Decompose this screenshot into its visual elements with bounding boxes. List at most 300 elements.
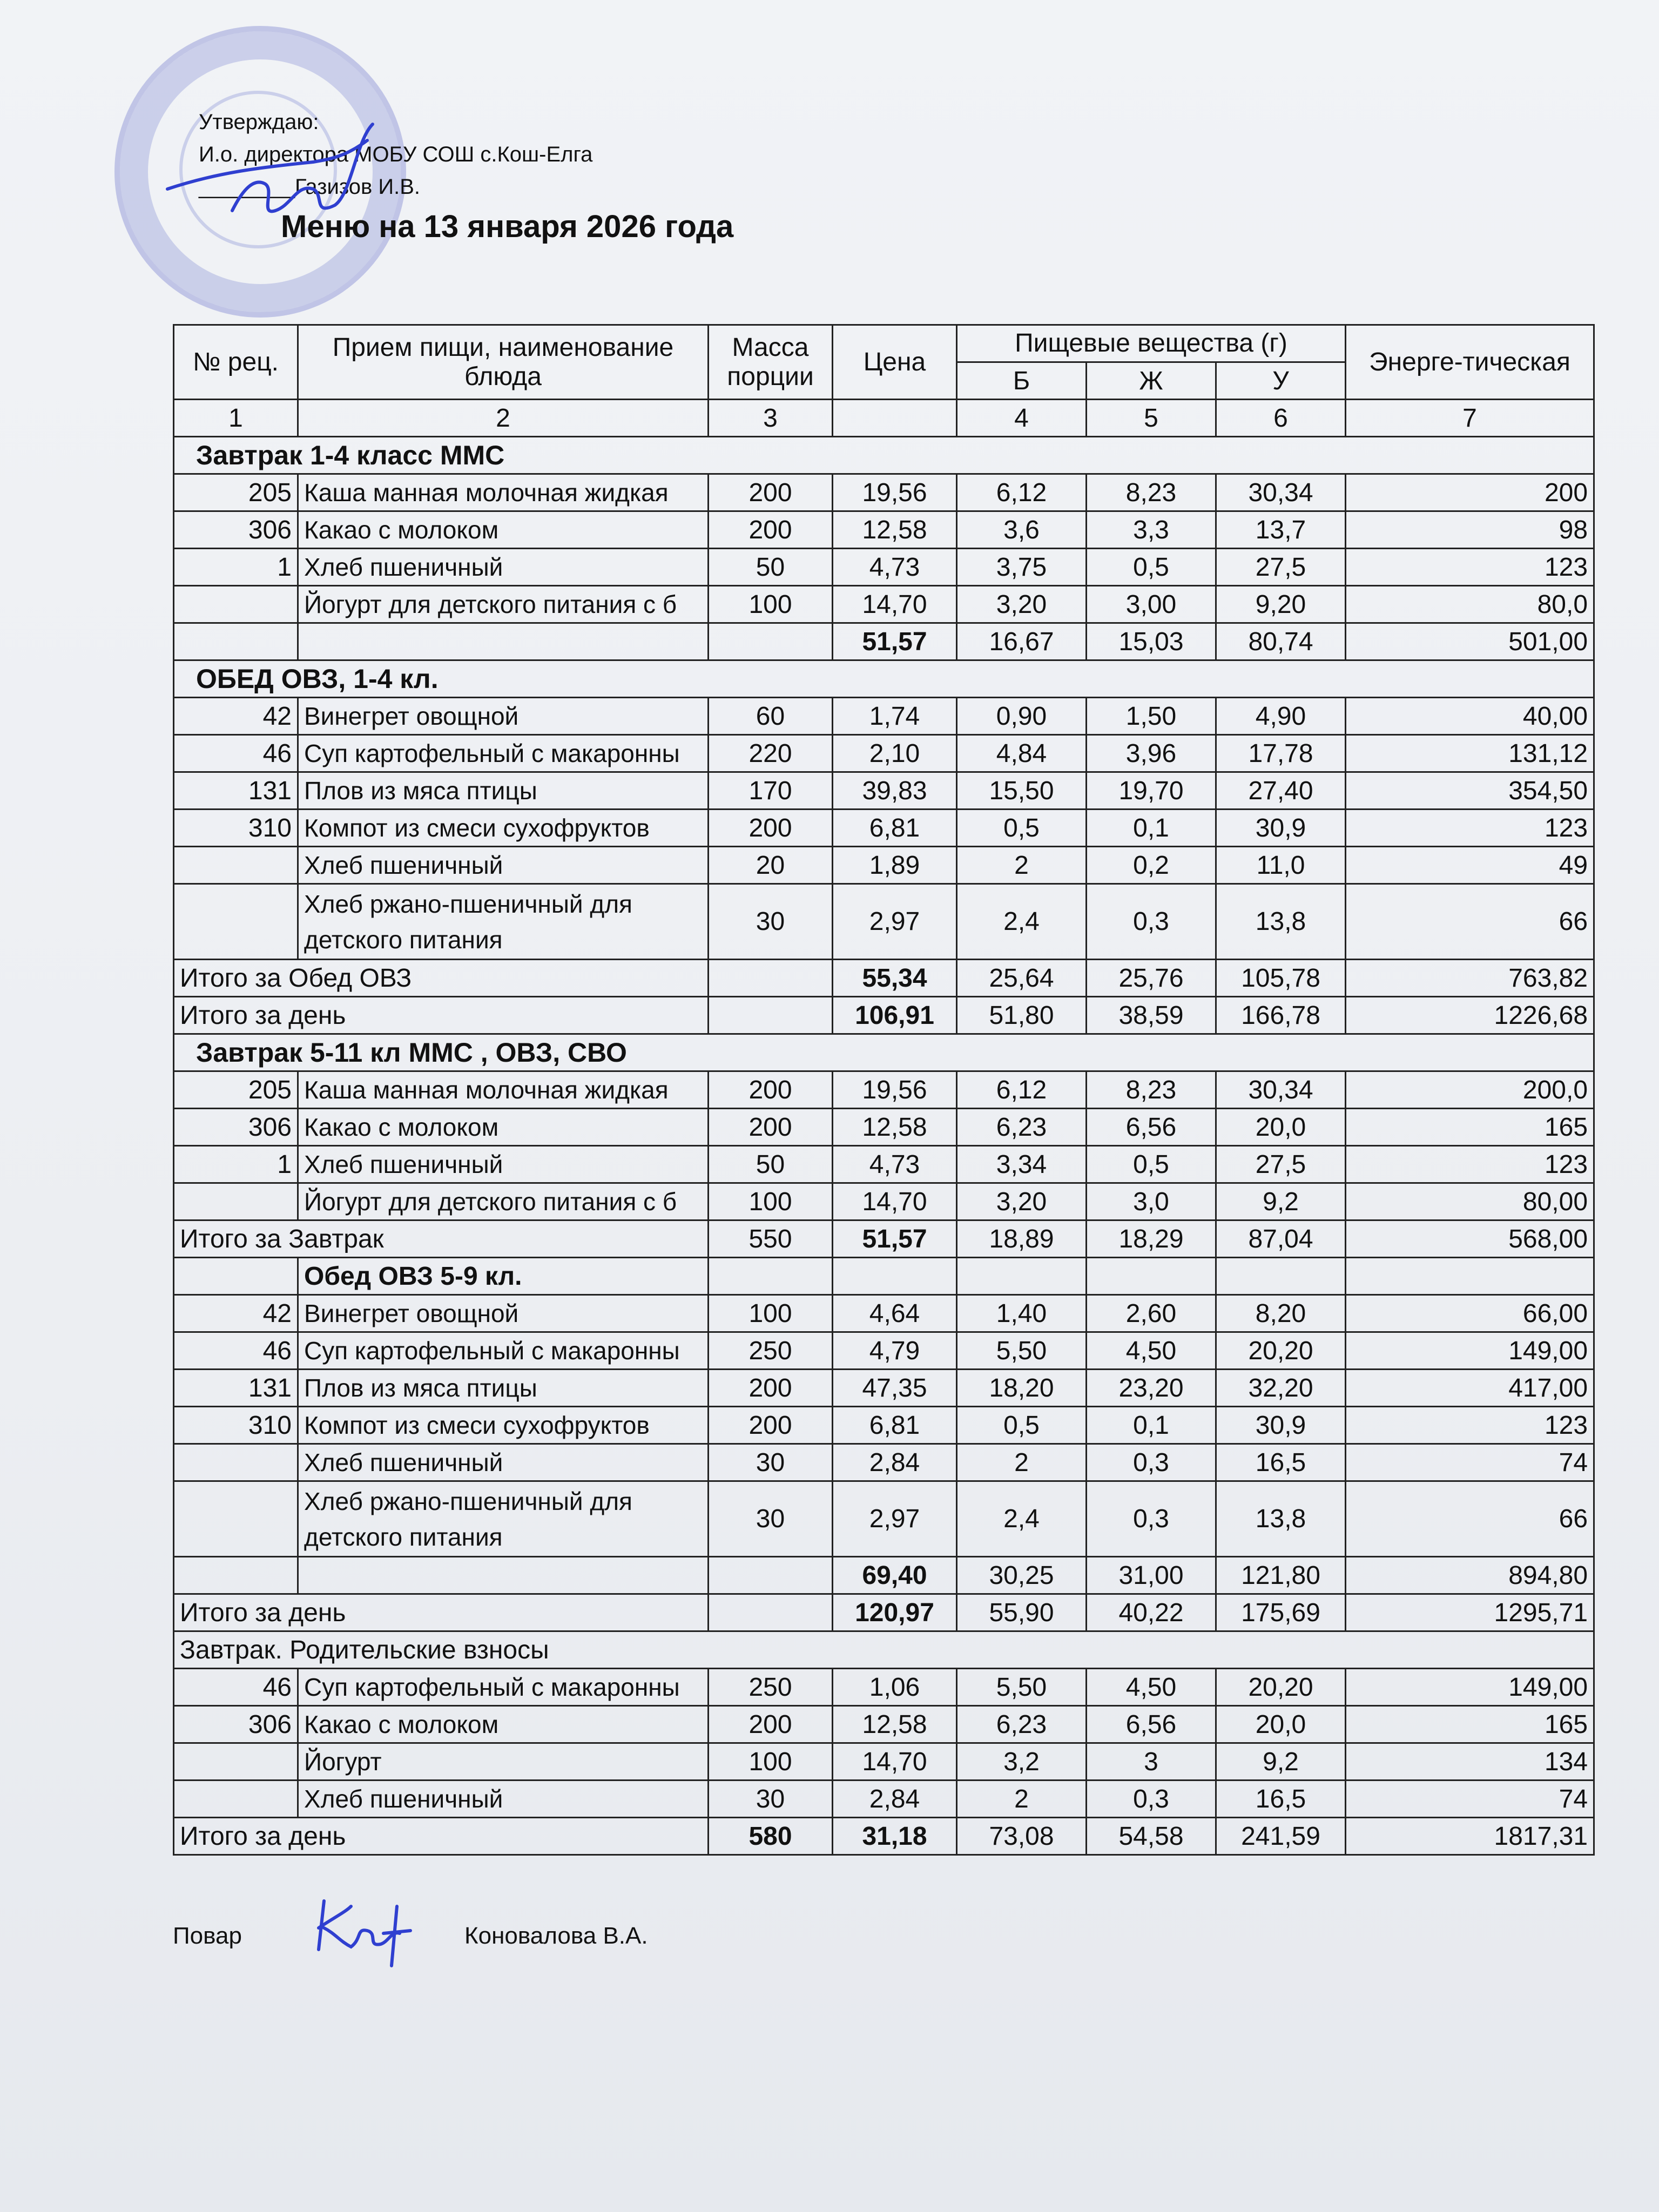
table-row: [174, 698, 1594, 735]
table-row: [174, 549, 1594, 586]
row-recipe-number: 131: [174, 772, 298, 810]
row-carbs: 87,04: [1216, 1220, 1346, 1258]
header-energy: Энерге-тическая: [1346, 325, 1594, 400]
row-price: 4,73: [833, 549, 957, 586]
row-fat: 2,60: [1087, 1295, 1216, 1332]
row-protein: 16,67: [957, 623, 1087, 660]
section-title: Завтрак. Родительские взносы: [174, 1631, 1594, 1669]
col-num-6: 6: [1216, 400, 1346, 437]
row-mass: 100: [709, 1183, 833, 1220]
row-fat: 3,3: [1087, 511, 1216, 549]
row-recipe-number: [174, 1743, 298, 1781]
row-protein: 3,20: [957, 586, 1087, 623]
col-num-3: 3: [709, 400, 833, 437]
col-num-4: 4: [957, 400, 1087, 437]
row-mass: 200: [709, 1706, 833, 1743]
row-energy: 49: [1346, 847, 1594, 884]
row-mass: 200: [709, 511, 833, 549]
row-protein: 0,5: [957, 810, 1087, 847]
row-price: 2,84: [833, 1444, 957, 1481]
row-carbs: 13,8: [1216, 1481, 1346, 1557]
row-protein: 73,08: [957, 1818, 1087, 1855]
row-price: 12,58: [833, 1706, 957, 1743]
row-dish-name: Винегрет овощной: [298, 1295, 709, 1332]
row-fat: 4,50: [1087, 1332, 1216, 1370]
row-carbs: 20,20: [1216, 1332, 1346, 1370]
row-recipe-number: 306: [174, 1706, 298, 1743]
row-energy: 354,50: [1346, 772, 1594, 810]
row-price: 31,18: [833, 1818, 957, 1855]
row-fat: 40,22: [1087, 1594, 1216, 1631]
row-recipe-number: 42: [174, 698, 298, 735]
row-carbs: 8,20: [1216, 1295, 1346, 1332]
table-row: [174, 1332, 1594, 1370]
section-title: Завтрак 5-11 кл ММС , ОВЗ, СВО: [174, 1034, 1594, 1071]
total-row: [174, 1220, 1594, 1258]
row-energy: 66,00: [1346, 1295, 1594, 1332]
row-recipe-number: [174, 847, 298, 884]
section-row: [174, 660, 1594, 698]
approval-line-2: И.о. директора МОБУ СОШ с.Кош-Елга: [199, 143, 593, 166]
row-fat: 0,2: [1087, 847, 1216, 884]
row-total-label: Итого за день: [174, 997, 709, 1034]
row-fat: 0,5: [1087, 1146, 1216, 1183]
row-dish-name: Хлеб пшеничный: [298, 1781, 709, 1818]
row-carbs: 30,34: [1216, 474, 1346, 511]
row-fat: 0,3: [1087, 1444, 1216, 1481]
table-row: [174, 1481, 1594, 1557]
row-fat: 6,56: [1087, 1109, 1216, 1146]
row-carbs: 17,78: [1216, 735, 1346, 772]
row-energy: 123: [1346, 549, 1594, 586]
row-fat: 54,58: [1087, 1818, 1216, 1855]
row-protein: 6,12: [957, 474, 1087, 511]
row-mass: 60: [709, 698, 833, 735]
row-protein: 6,23: [957, 1109, 1087, 1146]
row-energy: 1226,68: [1346, 997, 1594, 1034]
row-recipe-number: [174, 1183, 298, 1220]
row-dish-name: Винегрет овощной: [298, 698, 709, 735]
row-mass: 30: [709, 1781, 833, 1818]
row-total-label: Итого за день: [174, 1594, 709, 1631]
menu-table: [173, 324, 1595, 1856]
row-energy: 1817,31: [1346, 1818, 1594, 1855]
row-dish-name: Компот из смеси сухофруктов: [298, 1407, 709, 1444]
row-recipe-number: [174, 623, 298, 660]
row-energy: 763,82: [1346, 960, 1594, 997]
page-title: Меню на 13 января 2026 года: [281, 209, 734, 244]
row-price: 6,81: [833, 1407, 957, 1444]
row-carbs: 13,8: [1216, 884, 1346, 960]
row-mass: 30: [709, 884, 833, 960]
row-fat: 6,56: [1087, 1706, 1216, 1743]
row-mass: [709, 997, 833, 1034]
row-fat: 8,23: [1087, 1071, 1216, 1109]
row-recipe-number: 306: [174, 511, 298, 549]
row-mass: 200: [709, 810, 833, 847]
row-protein: 0,90: [957, 698, 1087, 735]
row-fat: 4,50: [1087, 1669, 1216, 1706]
row-protein: 2: [957, 847, 1087, 884]
row-protein: 3,75: [957, 549, 1087, 586]
row-carbs: 13,7: [1216, 511, 1346, 549]
row-price: 2,97: [833, 1481, 957, 1557]
row-mass: 170: [709, 772, 833, 810]
cell-empty: [833, 1258, 957, 1295]
section-row: [174, 437, 1594, 474]
row-recipe-number: 131: [174, 1370, 298, 1407]
row-protein: 3,34: [957, 1146, 1087, 1183]
row-price: 51,57: [833, 1220, 957, 1258]
row-mass: 250: [709, 1669, 833, 1706]
row-carbs: 80,74: [1216, 623, 1346, 660]
row-dish-name: Каша манная молочная жидкая: [298, 474, 709, 511]
table-row: [174, 1183, 1594, 1220]
row-price: 14,70: [833, 586, 957, 623]
row-price: 6,81: [833, 810, 957, 847]
row-mass: [709, 623, 833, 660]
row-price: 106,91: [833, 997, 957, 1034]
row-mass: 20: [709, 847, 833, 884]
row-recipe-number: [174, 586, 298, 623]
row-price: 2,84: [833, 1781, 957, 1818]
row-protein: 0,5: [957, 1407, 1087, 1444]
row-fat: 31,00: [1087, 1557, 1216, 1594]
table-row: [174, 1370, 1594, 1407]
row-mass: 50: [709, 549, 833, 586]
row-fat: 23,20: [1087, 1370, 1216, 1407]
total-row: [174, 997, 1594, 1034]
table-row: [174, 474, 1594, 511]
row-dish-name: Хлеб пшеничный: [298, 1146, 709, 1183]
row-energy: 1295,71: [1346, 1594, 1594, 1631]
row-fat: 0,3: [1087, 884, 1216, 960]
section-title: Завтрак 1-4 класс ММС: [174, 437, 1594, 474]
row-mass: [709, 960, 833, 997]
row-total-label: Итого за Завтрак: [174, 1220, 709, 1258]
row-carbs: 175,69: [1216, 1594, 1346, 1631]
row-dish-name: Суп картофельный с макаронны: [298, 1332, 709, 1370]
row-energy: 200,0: [1346, 1071, 1594, 1109]
row-protein: 51,80: [957, 997, 1087, 1034]
row-mass: 30: [709, 1481, 833, 1557]
row-energy: 568,00: [1346, 1220, 1594, 1258]
row-price: 14,70: [833, 1743, 957, 1781]
row-mass: 50: [709, 1146, 833, 1183]
row-price: 14,70: [833, 1183, 957, 1220]
section-row: [174, 1631, 1594, 1669]
row-energy: 80,00: [1346, 1183, 1594, 1220]
table-row: [174, 623, 1594, 660]
row-energy: 74: [1346, 1781, 1594, 1818]
row-dish-name: Компот из смеси сухофруктов: [298, 810, 709, 847]
row-dish-name: Хлеб пшеничный: [298, 549, 709, 586]
row-protein: 4,84: [957, 735, 1087, 772]
row-carbs: 16,5: [1216, 1781, 1346, 1818]
row-price: 51,57: [833, 623, 957, 660]
row-protein: 3,6: [957, 511, 1087, 549]
header-nutrients: Пищевые вещества (г): [957, 325, 1346, 362]
row-price: 12,58: [833, 1109, 957, 1146]
row-mass: [709, 1594, 833, 1631]
row-mass: 220: [709, 735, 833, 772]
row-carbs: 30,34: [1216, 1071, 1346, 1109]
row-energy: 66: [1346, 1481, 1594, 1557]
row-mass: 200: [709, 1109, 833, 1146]
table-row: [174, 772, 1594, 810]
row-mass: 250: [709, 1332, 833, 1370]
row-recipe-number: [174, 1781, 298, 1818]
row-recipe-number: [174, 884, 298, 960]
row-protein: 15,50: [957, 772, 1087, 810]
row-dish-name: Суп картофельный с макаронны: [298, 1669, 709, 1706]
row-carbs: 32,20: [1216, 1370, 1346, 1407]
col-num-7: 7: [1346, 400, 1594, 437]
row-protein: 3,20: [957, 1183, 1087, 1220]
row-protein: 18,89: [957, 1220, 1087, 1258]
row-mass: 200: [709, 1071, 833, 1109]
row-dish-name: Хлеб пшеничный: [298, 1444, 709, 1481]
row-energy: 123: [1346, 810, 1594, 847]
row-carbs: 9,2: [1216, 1183, 1346, 1220]
row-carbs: 166,78: [1216, 997, 1346, 1034]
row-recipe-number: [174, 1444, 298, 1481]
row-recipe-number: 1: [174, 549, 298, 586]
row-recipe-number: 205: [174, 474, 298, 511]
header-dish: Прием пищи, наименование блюда: [298, 325, 709, 400]
table-row: [174, 1557, 1594, 1594]
row-recipe-number: 205: [174, 1071, 298, 1109]
row-carbs: 9,2: [1216, 1743, 1346, 1781]
total-row: [174, 1594, 1594, 1631]
row-dish-name: Хлеб ржано-пшеничный для детского питания: [298, 884, 709, 960]
row-carbs: 105,78: [1216, 960, 1346, 997]
row-carbs: 20,20: [1216, 1669, 1346, 1706]
row-protein: 5,50: [957, 1332, 1087, 1370]
row-dish-name: [298, 1557, 709, 1594]
row-fat: 3,00: [1087, 586, 1216, 623]
row-carbs: 20,0: [1216, 1706, 1346, 1743]
row-carbs: 20,0: [1216, 1109, 1346, 1146]
cell-empty: [957, 1258, 1087, 1295]
row-price: 19,56: [833, 474, 957, 511]
row-price: 39,83: [833, 772, 957, 810]
row-total-label: Итого за день: [174, 1818, 709, 1855]
table-row: [174, 511, 1594, 549]
row-total-label: Итого за Обед ОВЗ: [174, 960, 709, 997]
header-u: У: [1216, 362, 1346, 400]
row-mass: 550: [709, 1220, 833, 1258]
row-price: 1,89: [833, 847, 957, 884]
table-row: [174, 1444, 1594, 1481]
column-number-row: [174, 400, 1594, 437]
row-fat: 1,50: [1087, 698, 1216, 735]
row-carbs: 27,40: [1216, 772, 1346, 810]
row-dish-name: Хлеб пшеничный: [298, 847, 709, 884]
row-carbs: 9,20: [1216, 586, 1346, 623]
row-fat: 15,03: [1087, 623, 1216, 660]
footer: [173, 1923, 648, 1950]
cell-empty: [1087, 1258, 1216, 1295]
header-num: № рец.: [174, 325, 298, 400]
footer-role: Повар: [173, 1923, 242, 1949]
table-row: [174, 884, 1594, 960]
footer-name: Коновалова В.А.: [464, 1923, 648, 1949]
row-protein: 5,50: [957, 1669, 1087, 1706]
row-fat: 0,5: [1087, 549, 1216, 586]
row-protein: 3,2: [957, 1743, 1087, 1781]
row-carbs: 27,5: [1216, 549, 1346, 586]
row-mass: 30: [709, 1444, 833, 1481]
row-carbs: 4,90: [1216, 698, 1346, 735]
row-dish-name: Суп картофельный с макаронны: [298, 735, 709, 772]
row-dish-name: Хлеб ржано-пшеничный для детского питания: [298, 1481, 709, 1557]
row-dish-name: Йогурт для детского питания с б: [298, 1183, 709, 1220]
table-row: [174, 1706, 1594, 1743]
col-num-blank: [833, 400, 957, 437]
row-energy: 149,00: [1346, 1332, 1594, 1370]
row-dish-name: [298, 623, 709, 660]
row-recipe-number: 310: [174, 1407, 298, 1444]
row-price: 4,64: [833, 1295, 957, 1332]
row-recipe-number: 46: [174, 1332, 298, 1370]
row-price: 1,74: [833, 698, 957, 735]
row-protein: 55,90: [957, 1594, 1087, 1631]
row-mass: 100: [709, 586, 833, 623]
row-mass: 100: [709, 1743, 833, 1781]
row-protein: 2: [957, 1781, 1087, 1818]
row-energy: 894,80: [1346, 1557, 1594, 1594]
row-energy: 80,0: [1346, 586, 1594, 623]
header-mass: Масса порции: [709, 325, 833, 400]
section-title: ОБЕД ОВЗ, 1-4 кл.: [174, 660, 1594, 698]
row-protein: 1,40: [957, 1295, 1087, 1332]
row-fat: 3,0: [1087, 1183, 1216, 1220]
row-energy: 66: [1346, 884, 1594, 960]
row-energy: 165: [1346, 1706, 1594, 1743]
table-row: [174, 1407, 1594, 1444]
row-protein: 2: [957, 1444, 1087, 1481]
row-price: 12,58: [833, 511, 957, 549]
table-row: [174, 586, 1594, 623]
row-fat: 0,3: [1087, 1481, 1216, 1557]
row-carbs: 11,0: [1216, 847, 1346, 884]
table-row: [174, 1743, 1594, 1781]
row-recipe-number: 46: [174, 735, 298, 772]
row-protein: 6,23: [957, 1706, 1087, 1743]
row-dish-name: Какао с молоком: [298, 1109, 709, 1146]
row-protein: 18,20: [957, 1370, 1087, 1407]
row-dish-name: Какао с молоком: [298, 511, 709, 549]
row-protein: 2,4: [957, 884, 1087, 960]
row-dish-name: Какао с молоком: [298, 1706, 709, 1743]
row-dish-name: Йогурт: [298, 1743, 709, 1781]
row-mass: 580: [709, 1818, 833, 1855]
row-price: 4,79: [833, 1332, 957, 1370]
row-recipe-number: [174, 1557, 298, 1594]
row-energy: 200: [1346, 474, 1594, 511]
row-price: 69,40: [833, 1557, 957, 1594]
cell-empty: [174, 1258, 298, 1295]
row-price: 2,97: [833, 884, 957, 960]
total-row: [174, 960, 1594, 997]
total-row: [174, 1818, 1594, 1855]
row-energy: 165: [1346, 1109, 1594, 1146]
row-mass: 200: [709, 1407, 833, 1444]
row-price: 120,97: [833, 1594, 957, 1631]
table-row: [174, 1146, 1594, 1183]
row-energy: 123: [1346, 1146, 1594, 1183]
table-header-row: [174, 325, 1594, 362]
row-carbs: 16,5: [1216, 1444, 1346, 1481]
cook-signature: [302, 1890, 421, 1971]
table-row: [174, 1295, 1594, 1332]
cell-empty: [1216, 1258, 1346, 1295]
table-row: [174, 1109, 1594, 1146]
row-energy: 98: [1346, 511, 1594, 549]
row-fat: 3: [1087, 1743, 1216, 1781]
table-row: [174, 1669, 1594, 1706]
row-energy: 417,00: [1346, 1370, 1594, 1407]
row-dish-name: Плов из мяса птицы: [298, 772, 709, 810]
row-dish-name: Йогурт для детского питания с б: [298, 586, 709, 623]
row-fat: 0,1: [1087, 810, 1216, 847]
row-recipe-number: 1: [174, 1146, 298, 1183]
row-recipe-number: 310: [174, 810, 298, 847]
row-energy: 40,00: [1346, 698, 1594, 735]
table-row: [174, 847, 1594, 884]
cell-empty: [709, 1258, 833, 1295]
subsection-row: [174, 1258, 1594, 1295]
header-price: Цена: [833, 325, 957, 400]
row-recipe-number: [174, 1481, 298, 1557]
col-num-5: 5: [1087, 400, 1216, 437]
row-protein: 2,4: [957, 1481, 1087, 1557]
row-dish-name: Каша манная молочная жидкая: [298, 1071, 709, 1109]
approval-line-1: Утверждаю:: [199, 110, 319, 134]
row-dish-name: Плов из мяса птицы: [298, 1370, 709, 1407]
row-fat: 0,3: [1087, 1781, 1216, 1818]
row-mass: 200: [709, 1370, 833, 1407]
table-row: [174, 810, 1594, 847]
subsection-title: Обед ОВЗ 5-9 кл.: [298, 1258, 709, 1295]
row-price: 47,35: [833, 1370, 957, 1407]
row-energy: 131,12: [1346, 735, 1594, 772]
row-fat: 8,23: [1087, 474, 1216, 511]
row-fat: 3,96: [1087, 735, 1216, 772]
row-protein: 30,25: [957, 1557, 1087, 1594]
row-carbs: 121,80: [1216, 1557, 1346, 1594]
approval-line-3: ________Газизов И.В.: [199, 175, 421, 199]
row-carbs: 30,9: [1216, 810, 1346, 847]
row-price: 1,06: [833, 1669, 957, 1706]
row-energy: 134: [1346, 1743, 1594, 1781]
row-energy: 74: [1346, 1444, 1594, 1481]
row-protein: 6,12: [957, 1071, 1087, 1109]
row-price: 2,10: [833, 735, 957, 772]
row-mass: 200: [709, 474, 833, 511]
table-row: [174, 735, 1594, 772]
row-carbs: 30,9: [1216, 1407, 1346, 1444]
row-fat: 25,76: [1087, 960, 1216, 997]
row-energy: 149,00: [1346, 1669, 1594, 1706]
row-fat: 38,59: [1087, 997, 1216, 1034]
row-mass: 100: [709, 1295, 833, 1332]
cell-empty: [1346, 1258, 1594, 1295]
section-row: [174, 1034, 1594, 1071]
row-mass: [709, 1557, 833, 1594]
col-num-2: 2: [298, 400, 709, 437]
